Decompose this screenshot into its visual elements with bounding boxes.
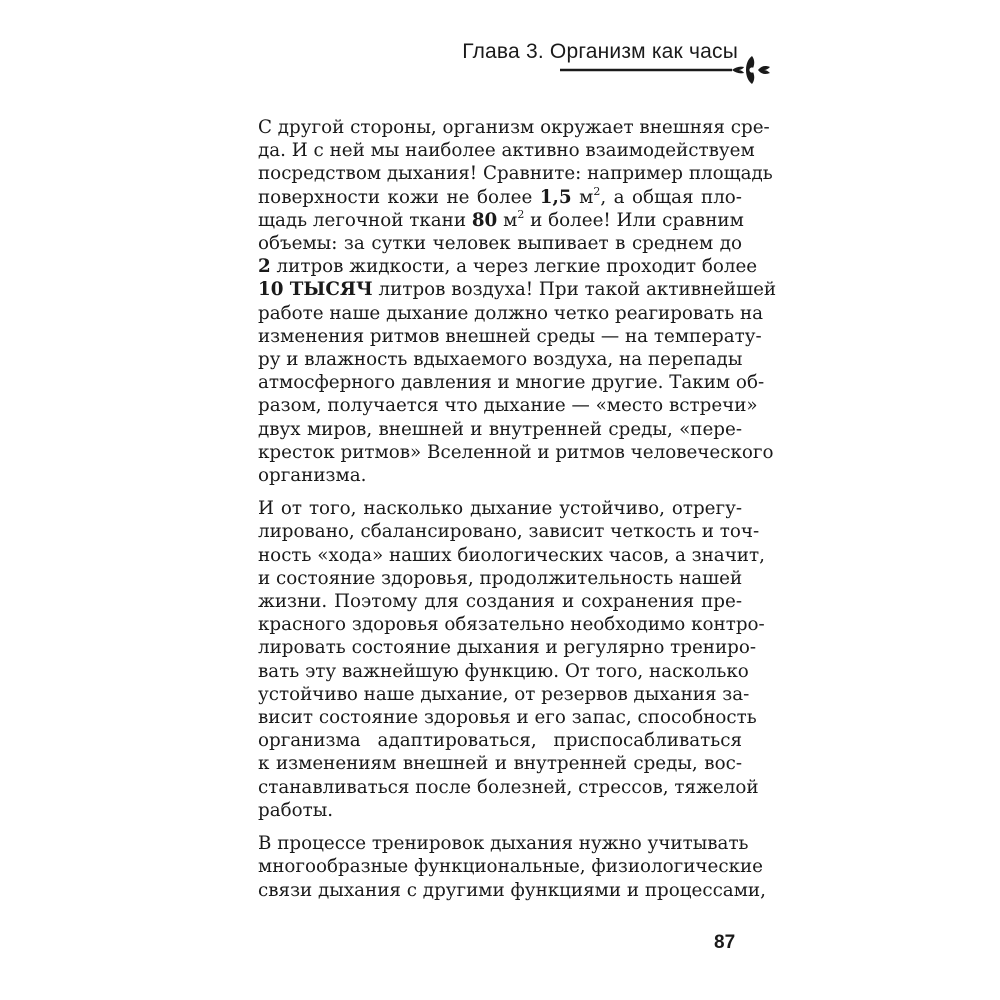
fleuron-ornament-icon — [560, 54, 772, 86]
text-line — [258, 209, 742, 232]
text-run: атмосферного давления и многие другие. Таким об- — [258, 372, 765, 394]
bold-number: 10 ТЫСЯЧ — [258, 279, 373, 301]
text-line — [258, 418, 742, 441]
text-run: станавливаться после болезней, стрессов, тяжелой — [258, 776, 759, 798]
text-run: устойчиво наше дыхание, от резервов дыхания за- — [258, 683, 750, 705]
text-run: лировано, сбалансировано, зависит четкость и точ- — [258, 521, 760, 543]
text-run: к изменениям внешней и внутренней среды, вос- — [258, 753, 742, 775]
running-head: Глава 3. Организм как часы — [462, 40, 738, 63]
text-line — [258, 520, 760, 543]
text-run: поверхности кожи не более — [258, 186, 540, 208]
text-run: , а общая пло- — [600, 186, 742, 208]
text-line — [258, 232, 742, 255]
text-run: двух миров, внешней и внутренней среды, «пере- — [258, 418, 742, 440]
text-line — [258, 348, 742, 371]
paragraph — [258, 832, 766, 902]
text-run: работы. — [258, 799, 334, 821]
text-line — [258, 394, 758, 417]
text-run: кресток ритмов» Вселенной и ритмов человеческого — [258, 441, 774, 463]
text-line — [258, 855, 764, 878]
text-run: связи дыхания с другими функциями и процессами, — [258, 879, 766, 901]
bold-number: 1,5 — [539, 186, 572, 208]
text-line — [258, 371, 765, 394]
text-run: м — [571, 186, 594, 208]
text-line — [258, 799, 742, 822]
text-line — [258, 832, 749, 855]
text-run: литров жидкости, а через легкие проходит более — [270, 256, 758, 278]
text-line — [258, 613, 765, 636]
text-line — [258, 139, 755, 162]
text-run: вать эту важнейшую функцию. От того, насколько — [258, 660, 749, 682]
text-line — [258, 636, 757, 659]
bold-number: 2 — [258, 256, 271, 278]
text-run: посредством дыхания! Сравните: например площадь — [258, 163, 773, 185]
text-run: организма адаптироваться, приспосабливаться — [258, 730, 742, 752]
text-line — [258, 497, 742, 520]
text-run: щадь легочной ткани — [258, 209, 472, 231]
text-line — [258, 544, 765, 567]
text-run: ру и влажность вдыхаемого воздуха, на перепады — [258, 349, 743, 371]
text-run: м — [497, 209, 518, 231]
text-run: организма. — [258, 465, 367, 487]
text-run: жизни. Поэтому для создания и сохранения пре- — [258, 591, 742, 613]
text-line — [258, 590, 742, 613]
text-run: В процессе тренировок дыхания нужно учитывать — [258, 833, 749, 855]
text-line — [258, 776, 759, 799]
page-number: 87 — [714, 932, 736, 953]
text-line — [258, 162, 773, 185]
superscript: 2 — [517, 207, 525, 221]
text-run: многообразные функциональные, физиологические — [258, 856, 764, 878]
text-run: и состояние здоровья, продолжительность нашей — [258, 567, 743, 589]
text-line — [258, 464, 742, 487]
body-text — [258, 116, 777, 912]
text-line — [258, 325, 762, 348]
paragraph — [258, 116, 777, 487]
text-run: С другой стороны, организм окружает внешняя сре- — [258, 117, 770, 138]
text-run: и более! Или сравним — [524, 209, 744, 231]
text-run: красного здоровья обязательно необходимо контро- — [258, 614, 765, 636]
text-line — [258, 567, 742, 590]
text-run: разом, получается что дыхание — «место встречи» — [258, 395, 758, 417]
bold-number: 80 — [471, 209, 498, 231]
text-line — [258, 186, 742, 209]
text-run: работе наше дыхание должно четко реагировать на — [258, 302, 764, 324]
text-run: объемы: за сутки человек выпивает в среднем до — [258, 233, 742, 255]
text-line — [258, 683, 750, 706]
text-line — [258, 706, 757, 729]
superscript: 2 — [593, 184, 601, 198]
text-line — [258, 116, 770, 139]
text-line — [258, 278, 777, 301]
paragraph — [258, 497, 765, 822]
text-run: лировать состояние дыхания и регулярно трениро- — [258, 637, 757, 659]
text-line — [258, 660, 749, 683]
text-run: изменения ритмов внешней среды — на температу- — [258, 325, 762, 347]
text-run: литров воздуха! При такой активнейшей — [372, 279, 777, 301]
text-line — [258, 255, 758, 278]
text-line — [258, 302, 764, 325]
text-run: да. И с ней мы наиболее активно взаимодействуем — [258, 140, 755, 162]
text-line — [258, 441, 774, 464]
text-run: ность «хода» наших биологических часов, а значит, — [258, 544, 765, 566]
text-line — [258, 879, 766, 902]
text-run: И от того, насколько дыхание устойчиво, отрегу- — [258, 498, 742, 520]
text-run: висит состояние здоровья и его запас, способность — [258, 707, 757, 729]
text-line — [258, 729, 742, 752]
text-line — [258, 752, 742, 775]
